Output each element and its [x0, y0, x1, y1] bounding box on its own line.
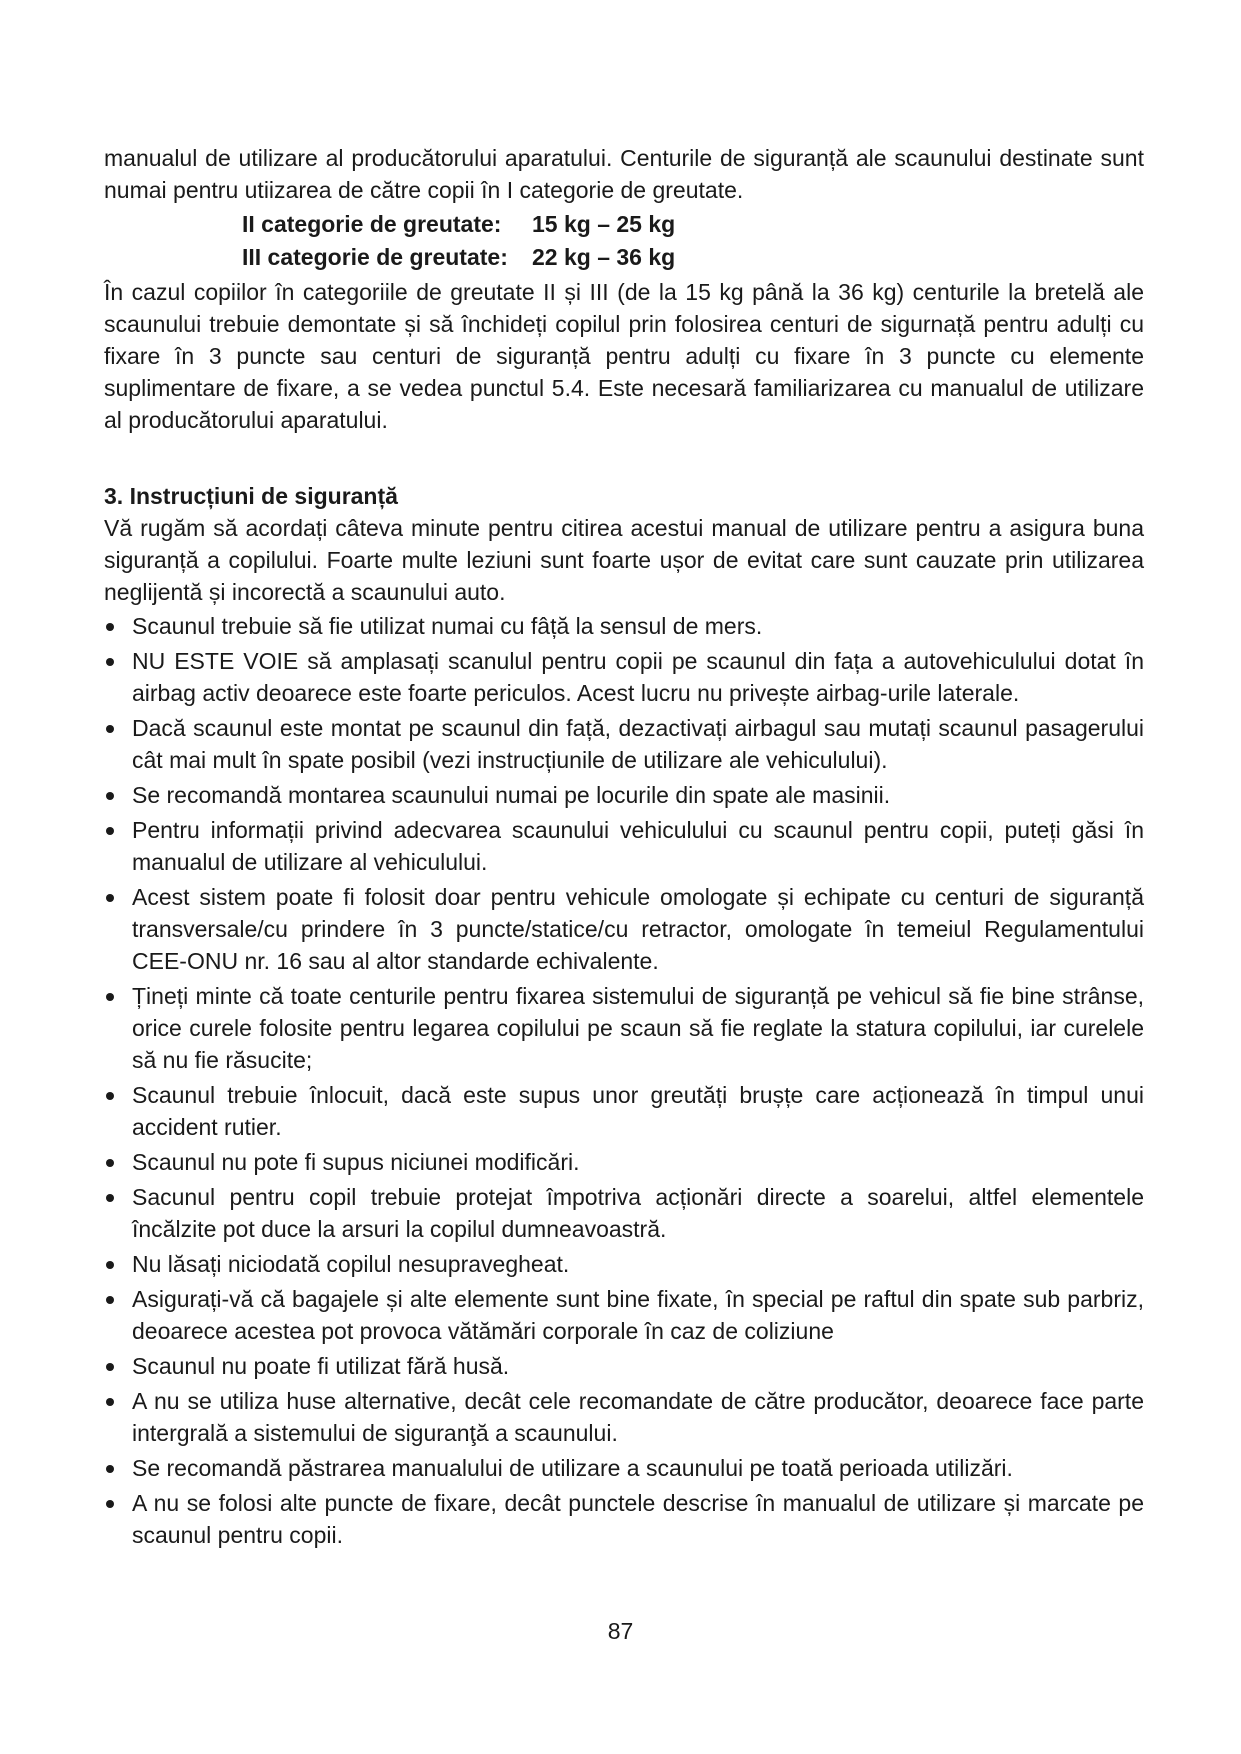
list-item-text: Scaunul trebuie să fie utilizat numai cu fâță la sensul de mers. — [132, 613, 763, 639]
list-item — [104, 1283, 1144, 1347]
list-item — [104, 779, 1144, 811]
list-item-text: Se recomandă păstrarea manualului de utilizare a scaunului pe toată perioada utilizări. — [132, 1455, 1013, 1481]
list-item-text: Țineți minte că toate centurile pentru fixarea sistemului de siguranță pe vehicul să fie bine strânse, orice curele folosite pentru legarea copilului pe scaun să fie reglate la statura copilului, iar curelele să nu fie răsucite; — [132, 983, 1144, 1073]
weight-group-label: III categorie de greutate: — [242, 244, 508, 270]
list-item-text: Scaunul nu poate fi utilizat fără husă. — [132, 1353, 510, 1379]
bullet-icon — [106, 1500, 114, 1508]
list-item-text: Se recomandă montarea scaunului numai pe locurile din spate ale masinii. — [132, 782, 891, 808]
list-item-text: Sacunul pentru copil trebuie protejat împotriva acționări directe a soarelui, altfel elementele încălzite pot duce la arsuri la copilul dumneavoastră. — [132, 1184, 1144, 1242]
list-item — [104, 610, 1144, 642]
bullet-icon — [106, 1092, 114, 1100]
intro-paragraph-1: manualul de utilizare al producătorului aparatului. Centurile de siguranță ale scaunului destinate sunt numai pentru utiizarea de către copii în I categorie de greutate. — [104, 145, 1144, 203]
weight-group-label: II categorie de greutate: — [242, 211, 502, 237]
list-item — [104, 1181, 1144, 1245]
list-item-text: NU ESTE VOIE să amplasați scanulul pentru copii pe scaunul din fața a autovehiculului dotat în airbag activ deoarece este foarte periculos. Acest lucru nu privește airbag-urile laterale. — [132, 648, 1144, 706]
section-intro-paragraph: Vă rugăm să acordați câteva minute pentru citirea acestui manual de utilizare pentru a asigura buna siguranță a copilului. Foarte multe leziuni sunt foarte ușor de evitat care sunt cauzate prin utilizarea neglijentă și incorectă a scaunului auto. — [104, 515, 1144, 605]
list-item-text: Acest sistem poate fi folosit doar pentru vehicule omologate și echipate cu centuri de siguranță transversale/cu prindere în 3 puncte/statice/cu retractor, omologate în temeiul Regulamentului CEE-ONU nr. 16 sau al altor standarde echivalente. — [132, 884, 1144, 974]
bullet-icon — [106, 1465, 114, 1473]
bullet-icon — [106, 1159, 114, 1167]
document-page — [104, 142, 1144, 1554]
list-item-text: Scaunul trebuie înlocuit, dacă este supus unor greutăți brușțe care acționează în timpul unui accident rutier. — [132, 1082, 1144, 1140]
weight-group-row — [242, 241, 1144, 274]
list-item — [104, 1385, 1144, 1449]
bullet-icon — [106, 993, 114, 1001]
list-item — [104, 980, 1144, 1076]
weight-groups — [242, 208, 1144, 274]
bullet-icon — [106, 1194, 114, 1202]
bullet-icon — [106, 1261, 114, 1269]
list-item — [104, 712, 1144, 776]
section-heading: 3. Instrucțiuni de siguranță — [104, 483, 398, 509]
safety-instructions-list — [104, 610, 1144, 1551]
bullet-icon — [106, 792, 114, 800]
bullet-icon — [106, 623, 114, 631]
list-item — [104, 1487, 1144, 1551]
weight-group-value: 15 kg – 25 kg — [532, 211, 676, 237]
list-item — [104, 1452, 1144, 1484]
list-item-text: Dacă scaunul este montat pe scaunul din față, dezactivați airbagul sau mutați scaunul pasagerului cât mai mult în spate posibil (vezi instrucțiunile de utilizare ale vehiculului). — [132, 715, 1144, 773]
list-item-text: Asigurați-vă că bagajele și alte elemente sunt bine fixate, în special pe raftul din spate sub parbriz, deoarece acestea pot provoca vătămări corporale în caz de coliziune — [132, 1286, 1144, 1344]
list-item-text: Scaunul nu pote fi supus niciunei modificări. — [132, 1149, 580, 1175]
list-item — [104, 1350, 1144, 1382]
bullet-icon — [106, 725, 114, 733]
list-item — [104, 1079, 1144, 1143]
bullet-icon — [106, 1363, 114, 1371]
page-number: 87 — [607, 1618, 634, 1644]
bullet-icon — [106, 827, 114, 835]
list-item — [104, 814, 1144, 878]
bullet-icon — [106, 658, 114, 666]
weight-group-value: 22 kg – 36 kg — [532, 244, 676, 270]
list-item-text: A nu se utiliza huse alternative, decât cele recomandate de către producător, deoarece face parte intergrală a sistemului de siguranţă a scaunului. — [132, 1388, 1144, 1446]
list-item — [104, 1248, 1144, 1280]
weight-group-row — [242, 208, 1144, 241]
list-item — [104, 881, 1144, 977]
list-item-text: A nu se folosi alte puncte de fixare, decât punctele descrise în manualul de utilizare și marcate pe scaunul pentru copii. — [132, 1490, 1144, 1548]
list-item-text: Pentru informații privind adecvarea scaunului vehiculului cu scaunul pentru copii, puteți găsi în manualul de utilizare al vehiculului. — [132, 817, 1144, 875]
intro-paragraph-2: În cazul copiilor în categoriile de greutate II și III (de la 15 kg până la 36 kg) centurile la bretelă ale scaunului trebuie demontate și să închideți copilul prin folosirea centuri de sigurnață pentru adulți cu fixare în 3 puncte sau centuri de siguranță pentru adulți cu fixare în 3 puncte cu elemente suplimentare de fixare, a se vedea punctul 5.4. Este necesară familiarizarea cu manualul de utilizare al producătorului aparatului. — [104, 279, 1144, 433]
list-item — [104, 645, 1144, 709]
bullet-icon — [106, 894, 114, 902]
bullet-icon — [106, 1296, 114, 1304]
list-item — [104, 1146, 1144, 1178]
bullet-icon — [106, 1398, 114, 1406]
list-item-text: Nu lăsați niciodată copilul nesupravegheat. — [132, 1251, 570, 1277]
